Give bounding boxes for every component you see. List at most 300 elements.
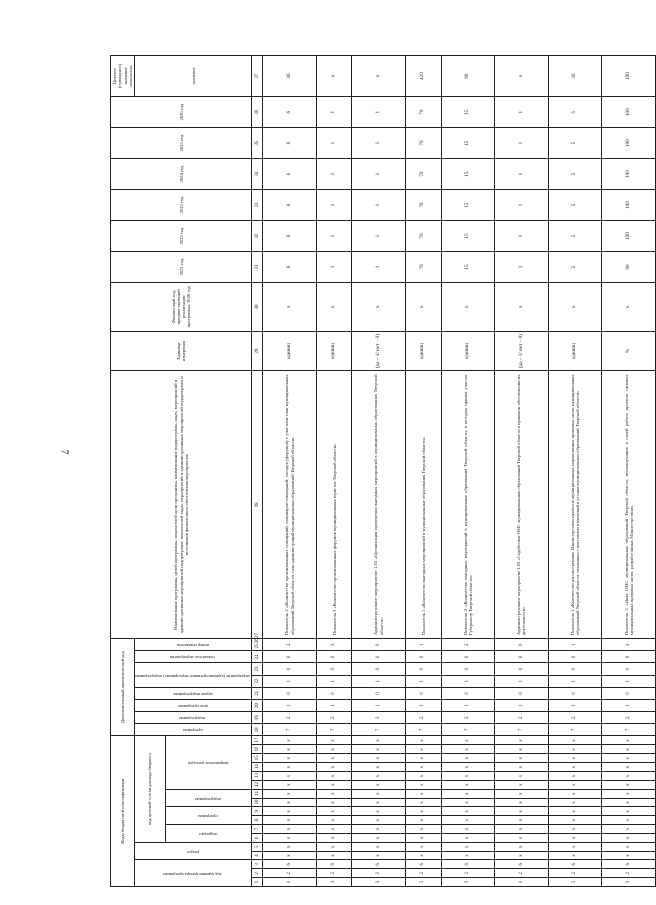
table-row xyxy=(352,56,406,887)
column-number: 19 xyxy=(252,712,263,724)
row-year-value: 15 xyxy=(441,190,495,221)
column-number: 37 xyxy=(252,56,263,97)
row-name: Показатель 1 «Количество выездных мероприятий в муниципальные образования Тверской области» xyxy=(406,371,441,639)
code-cell: x xyxy=(548,851,602,860)
code-cell: 7 xyxy=(406,724,441,736)
code-cell: x xyxy=(495,851,549,860)
code-cell: x xyxy=(548,736,602,745)
code-cell: x xyxy=(602,736,656,745)
row-fin-year-value: x xyxy=(406,282,441,331)
code-cell: 2 xyxy=(548,712,602,724)
code-cell: x xyxy=(263,789,317,798)
code-cell: 0 xyxy=(441,663,495,675)
code-cell: x xyxy=(548,816,602,825)
row-year-value: 1 xyxy=(352,159,406,190)
code-cell: x xyxy=(441,798,495,807)
code-cell: 0 xyxy=(441,687,495,699)
code-cell: 0 xyxy=(548,687,602,699)
header-year-2: 2022 год xyxy=(111,221,252,252)
code-cell: 0 xyxy=(441,651,495,663)
code-cell: 1 xyxy=(441,675,495,687)
row-name: Показатель 1 «Количество рассмотренных Министерством проектов муниципальных нормативных правовых актов муниципальных образований Тверской области, связанных с внесением изменений в уставы муниципальных образований Тверской области» xyxy=(548,371,602,639)
code-cell: 6 xyxy=(406,860,441,869)
code-cell: x xyxy=(495,789,549,798)
code-cell: x xyxy=(316,772,351,781)
code-cell: x xyxy=(441,816,495,825)
code-cell: x xyxy=(548,789,602,798)
code-cell: x xyxy=(316,807,351,816)
code-cell: x xyxy=(441,754,495,763)
header-section: раздел xyxy=(135,842,252,860)
code-cell: 0 xyxy=(495,687,549,699)
code-cell: x xyxy=(441,833,495,842)
code-cell: x xyxy=(602,825,656,834)
code-cell: 0 xyxy=(316,687,351,699)
row-year-value: 6 xyxy=(263,221,317,252)
row-name: Административное мероприятие 1.03 «Содействие ОМС муниципальных образований Тверской области в правовом обеспечении их деятельности» xyxy=(495,371,549,639)
page-number: 7 xyxy=(58,449,70,455)
row-year-value: 100 xyxy=(602,97,656,128)
code-cell: x xyxy=(548,833,602,842)
code-cell: x xyxy=(548,763,602,772)
header-unit: Единица измерения xyxy=(111,331,252,371)
code-cell: 2 xyxy=(602,712,656,724)
code-cell: x xyxy=(406,825,441,834)
code-cell: x xyxy=(441,842,495,851)
row-year-value: 15 xyxy=(441,252,495,283)
code-cell: x xyxy=(602,789,656,798)
column-number: 2 xyxy=(252,869,263,878)
row-year-value: 15 xyxy=(441,97,495,128)
code-cell: 2 xyxy=(352,712,406,724)
code-cell: x xyxy=(406,807,441,816)
code-cell: x xyxy=(495,754,549,763)
header-analytic-indicator: показатель мероприятия xyxy=(135,651,252,663)
code-cell: x xyxy=(352,754,406,763)
row-year-value: 90 xyxy=(602,252,656,283)
row-year-value: 1 xyxy=(352,97,406,128)
header-final: Целевое (суммарное) значение показателя xyxy=(111,56,135,97)
header-analytic-task: задача подпрограммы xyxy=(135,687,252,699)
code-cell: 6 xyxy=(495,860,549,869)
column-number: 29 xyxy=(252,331,263,371)
code-cell: 0 xyxy=(263,651,317,663)
code-cell: x xyxy=(495,798,549,807)
row-name: Показатель 2 «Доля ОМС муниципальных образований Тверской области, использующих в своей работе проекты типовых муниципальных правовых актов, разработанных Министерством» xyxy=(602,371,656,639)
code-cell: 2 xyxy=(441,639,495,651)
row-final-value: x xyxy=(352,56,406,97)
row-unit: (да – 1/ нет – 0) xyxy=(495,331,549,371)
code-cell: x xyxy=(263,772,317,781)
row-year-value: 1 xyxy=(495,252,549,283)
code-cell: x xyxy=(602,851,656,860)
header-year-3: 2023 год xyxy=(111,190,252,221)
code-cell: 1 xyxy=(406,675,441,687)
row-year-value: 5 xyxy=(548,128,602,159)
code-cell: x xyxy=(406,833,441,842)
code-cell: 0 xyxy=(602,687,656,699)
column-number: 35 xyxy=(252,128,263,159)
column-number: 4 xyxy=(252,851,263,860)
code-cell: 0 xyxy=(548,651,602,663)
row-final-value: x xyxy=(495,56,549,97)
header-classification: Коды бюджетной классификации xyxy=(111,736,135,887)
row-year-value: 1 xyxy=(352,190,406,221)
code-cell: 2 xyxy=(316,869,351,878)
row-year-value: 70 xyxy=(406,190,441,221)
code-cell: 1 xyxy=(602,699,656,711)
code-cell: x xyxy=(263,825,317,834)
header-analytic-goal: цель программы xyxy=(135,699,252,711)
column-number: 3 xyxy=(252,860,263,869)
row-year-value: 1 xyxy=(316,221,351,252)
column-number: 6 xyxy=(252,833,263,842)
row-year-value: 100 xyxy=(602,190,656,221)
row-year-value: 15 xyxy=(441,221,495,252)
code-cell: 3 xyxy=(352,878,406,887)
row-unit: единиц xyxy=(406,331,441,371)
code-cell: x xyxy=(352,816,406,825)
code-cell: 0 xyxy=(495,651,549,663)
column-number: 16 xyxy=(252,745,263,754)
code-cell: x xyxy=(316,833,351,842)
table-row xyxy=(441,56,495,887)
code-cell: x xyxy=(441,851,495,860)
code-cell: 0 xyxy=(352,651,406,663)
column-number: 15 xyxy=(252,754,263,763)
header-year-6: 2026 год xyxy=(111,97,252,128)
code-cell: 0 xyxy=(352,663,406,675)
code-cell: 1 xyxy=(495,675,549,687)
code-cell: x xyxy=(406,754,441,763)
code-cell: 3 xyxy=(263,878,317,887)
column-number: 8 xyxy=(252,816,263,825)
column-number: 24 xyxy=(252,651,263,663)
row-final-value: 30 xyxy=(548,56,602,97)
code-cell: 0 xyxy=(602,663,656,675)
code-cell: 2 xyxy=(602,639,656,651)
code-cell: x xyxy=(495,842,549,851)
code-cell: 3 xyxy=(406,878,441,887)
row-final-value: 36 xyxy=(263,56,317,97)
header-fin-year: Финансовый год, предшествующий реализации программы, 2020 год xyxy=(111,282,252,331)
row-year-value: 6 xyxy=(263,128,317,159)
row-year-value: 1 xyxy=(352,221,406,252)
row-name: Показатель 2 «Количество организованных совещаний, семинаров-совещаний, съездов (форумов) с участием глав муниципальных образований Тверской области, глав администраций муниципальных образований Тверской области» xyxy=(263,371,317,639)
row-year-value: 70 xyxy=(406,97,441,128)
code-cell: x xyxy=(602,745,656,754)
row-year-value: 5 xyxy=(548,97,602,128)
code-cell: 2 xyxy=(406,869,441,878)
column-number: 25 xyxy=(254,643,260,649)
row-year-value: 70 xyxy=(406,159,441,190)
code-cell: x xyxy=(406,763,441,772)
column-number: 17 xyxy=(252,736,263,745)
column-number: 21 xyxy=(252,687,263,699)
column-number: 10 xyxy=(252,798,263,807)
row-fin-year-value: x xyxy=(263,282,317,331)
code-cell: x xyxy=(352,736,406,745)
code-cell: x xyxy=(263,745,317,754)
code-cell: 7 xyxy=(602,724,656,736)
row-fin-year-value: x xyxy=(495,282,549,331)
code-cell: 0 xyxy=(406,663,441,675)
code-cell: x xyxy=(495,780,549,789)
code-cell: 7 xyxy=(352,724,406,736)
code-cell: x xyxy=(441,807,495,816)
table-row xyxy=(316,56,351,887)
code-cell: x xyxy=(548,842,602,851)
row-year-value: 1 xyxy=(495,97,549,128)
column-number: 27 xyxy=(254,632,260,638)
code-cell: x xyxy=(263,798,317,807)
row-year-value: 1 xyxy=(316,190,351,221)
row-year-value: 1 xyxy=(495,190,549,221)
code-cell: 3 xyxy=(316,878,351,887)
header-name: Наименование программы, целей программы, показателей цели программы, наименование подпрограмм, задач, мероприятий и административных мероприятий подпрограмм, показателей задач, мероприятий и административных мероприятий подпрограмм и источников финансового обеспечения мероприятия xyxy=(111,371,252,639)
row-year-value: 15 xyxy=(441,128,495,159)
row-year-value: 5 xyxy=(548,252,602,283)
column-number: 34 xyxy=(252,159,263,190)
code-cell: x xyxy=(406,842,441,851)
code-cell: 0 xyxy=(263,663,317,675)
header-year-5: 2025 год xyxy=(111,128,252,159)
row-fin-year-value: x xyxy=(316,282,351,331)
code-cell: x xyxy=(602,833,656,842)
code-cell: x xyxy=(602,763,656,772)
code-cell: 1 xyxy=(441,699,495,711)
column-numbers-row xyxy=(252,56,263,887)
row-unit: % xyxy=(602,331,656,371)
code-cell: x xyxy=(495,745,549,754)
code-cell: 2 xyxy=(441,712,495,724)
row-year-value: 70 xyxy=(406,128,441,159)
code-cell: x xyxy=(263,807,317,816)
column-number: 36 xyxy=(252,97,263,128)
table-row xyxy=(495,56,549,887)
header-target-direction: направление расходов xyxy=(166,736,252,789)
column-number: 9 xyxy=(252,807,263,816)
code-cell: x xyxy=(352,745,406,754)
code-cell: x xyxy=(316,851,351,860)
column-number: 7 xyxy=(252,825,263,834)
code-cell: x xyxy=(316,754,351,763)
row-year-value: 70 xyxy=(406,252,441,283)
code-cell: x xyxy=(548,745,602,754)
code-cell: x xyxy=(406,780,441,789)
table-row xyxy=(406,56,441,887)
row-year-value: 1 xyxy=(495,159,549,190)
header-additional-code: Дополнительный аналитический код xyxy=(111,639,135,736)
code-cell: x xyxy=(406,851,441,860)
code-cell: x xyxy=(406,798,441,807)
code-cell: 0 xyxy=(316,663,351,675)
row-year-value: 100 xyxy=(602,221,656,252)
column-number: 20 xyxy=(252,699,263,711)
code-cell: 1 xyxy=(406,699,441,711)
row-year-value: 6 xyxy=(263,252,317,283)
row-year-value: 5 xyxy=(548,190,602,221)
code-cell: 2 xyxy=(316,712,351,724)
code-cell: 0 xyxy=(352,687,406,699)
row-unit: единиц xyxy=(316,331,351,371)
code-cell: x xyxy=(548,807,602,816)
code-cell: x xyxy=(406,736,441,745)
row-year-value: 5 xyxy=(548,159,602,190)
code-cell: x xyxy=(352,825,406,834)
code-cell: 3 xyxy=(548,878,602,887)
code-cell: 1 xyxy=(495,699,549,711)
code-cell: x xyxy=(495,825,549,834)
code-cell: x xyxy=(352,798,406,807)
row-final-value: 100 xyxy=(602,56,656,97)
code-cell: 1 xyxy=(548,639,602,651)
header-target-article: код целевой статьи расхода бюджета xyxy=(135,736,166,842)
column-number: 26 xyxy=(254,638,260,644)
code-cell: x xyxy=(602,816,656,825)
code-cell: x xyxy=(352,772,406,781)
code-cell: x xyxy=(602,780,656,789)
row-final-value: 420 xyxy=(406,56,441,97)
code-cell: x xyxy=(263,780,317,789)
row-final-value: x xyxy=(316,56,351,97)
code-cell: x xyxy=(441,780,495,789)
row-year-value: 6 xyxy=(263,190,317,221)
code-cell: x xyxy=(406,772,441,781)
code-cell: x xyxy=(548,754,602,763)
header-year-1: 2021 год xyxy=(111,252,252,283)
code-cell: x xyxy=(441,789,495,798)
code-cell: x xyxy=(263,851,317,860)
code-cell: x xyxy=(548,772,602,781)
code-cell: x xyxy=(441,825,495,834)
code-cell: 1 xyxy=(602,675,656,687)
row-year-value: 100 xyxy=(602,159,656,190)
row-year-value: 1 xyxy=(495,221,549,252)
header-analytic-event: мероприятие (административное мероприятие) подпрограммы xyxy=(135,663,252,687)
header-year-4: 2024 год xyxy=(111,159,252,190)
row-year-value: 6 xyxy=(263,159,317,190)
code-cell: 2 xyxy=(495,712,549,724)
row-final-value: 90 xyxy=(441,56,495,97)
code-cell: x xyxy=(495,736,549,745)
table-row xyxy=(548,56,602,887)
code-cell: x xyxy=(352,851,406,860)
code-cell: 1 xyxy=(316,675,351,687)
table-row xyxy=(602,56,656,887)
code-cell: 0 xyxy=(495,663,549,675)
row-unit: единиц xyxy=(441,331,495,371)
row-name: Административное мероприятие 1.02 «Организация проведения выездных мероприятий в муниципальных образованиях Тверской области» xyxy=(352,371,406,639)
table-row xyxy=(263,56,317,887)
column-number: 14 xyxy=(252,763,263,772)
code-cell: x xyxy=(352,807,406,816)
code-cell: x xyxy=(602,798,656,807)
code-cell: 1 xyxy=(263,699,317,711)
code-cell: 6 xyxy=(263,860,317,869)
code-cell: x xyxy=(316,780,351,789)
column-number: 18 xyxy=(252,724,263,736)
row-year-value: 1 xyxy=(316,128,351,159)
column-number: 31 xyxy=(252,252,263,283)
code-cell: x xyxy=(316,825,351,834)
code-cell: 1 xyxy=(352,675,406,687)
column-number: 22 xyxy=(252,675,263,687)
code-cell: x xyxy=(263,842,317,851)
row-fin-year-value: x xyxy=(602,282,656,331)
row-year-value: 15 xyxy=(441,159,495,190)
row-unit: (да – 1/ нет – 0) xyxy=(352,331,406,371)
program-indicators-table-container xyxy=(110,55,634,887)
code-cell: 1 xyxy=(263,675,317,687)
row-year-value: 100 xyxy=(602,128,656,159)
code-cell: 2 xyxy=(548,869,602,878)
column-number: 13 xyxy=(252,772,263,781)
code-cell: x xyxy=(352,789,406,798)
row-year-value: 6 xyxy=(263,97,317,128)
code-cell: x xyxy=(406,789,441,798)
code-cell: 3 xyxy=(602,878,656,887)
code-cell: 0 xyxy=(263,687,317,699)
row-name: Показатель 3 «Количество организованных форумов муниципальных юристов Тверской области» xyxy=(316,371,351,639)
row-year-value: 1 xyxy=(352,252,406,283)
code-cell: 1 xyxy=(406,639,441,651)
code-cell: x xyxy=(316,763,351,772)
code-cell: 7 xyxy=(316,724,351,736)
header-target-subprogram: подпрограмма xyxy=(166,789,252,807)
code-cell: x xyxy=(263,816,317,825)
column-number: 12 xyxy=(252,780,263,789)
row-unit: единиц xyxy=(548,331,602,371)
code-cell: 0 xyxy=(316,651,351,663)
code-cell: 0 xyxy=(406,651,441,663)
code-cell: 7 xyxy=(441,724,495,736)
code-cell: x xyxy=(441,772,495,781)
header-analytic-number: номер показателя xyxy=(135,639,252,651)
column-number: 32 xyxy=(252,221,263,252)
row-fin-year-value: x xyxy=(548,282,602,331)
code-cell: x xyxy=(263,736,317,745)
column-number: 28 xyxy=(252,371,263,639)
code-cell: 7 xyxy=(263,724,317,736)
row-name: Показатель 2 «Количество выездных мероприятий в муниципальные образования Тверской области, в которых принял участие Губернатор Тверской области» xyxy=(441,371,495,639)
code-cell: x xyxy=(263,763,317,772)
code-cell: x xyxy=(548,825,602,834)
code-cell: 1 xyxy=(548,675,602,687)
code-cell: 3 xyxy=(441,878,495,887)
code-cell: x xyxy=(495,772,549,781)
column-number: 30 xyxy=(252,282,263,331)
code-cell: x xyxy=(352,833,406,842)
code-cell: 1 xyxy=(316,699,351,711)
code-cell: 0 xyxy=(352,639,406,651)
code-cell: x xyxy=(352,780,406,789)
code-cell: 2 xyxy=(602,869,656,878)
column-number: 5 xyxy=(252,842,263,851)
row-year-value: 1 xyxy=(352,128,406,159)
code-cell: x xyxy=(406,816,441,825)
code-cell: 6 xyxy=(352,860,406,869)
code-cell: 1 xyxy=(548,699,602,711)
column-number: 1 xyxy=(252,878,263,887)
code-cell: x xyxy=(495,833,549,842)
code-cell: x xyxy=(441,763,495,772)
header-analytic-subprogram: подпрограмма xyxy=(135,712,252,724)
column-number: 11 xyxy=(252,789,263,798)
code-cell: x xyxy=(495,763,549,772)
code-cell: x xyxy=(263,754,317,763)
code-cell: x xyxy=(316,798,351,807)
